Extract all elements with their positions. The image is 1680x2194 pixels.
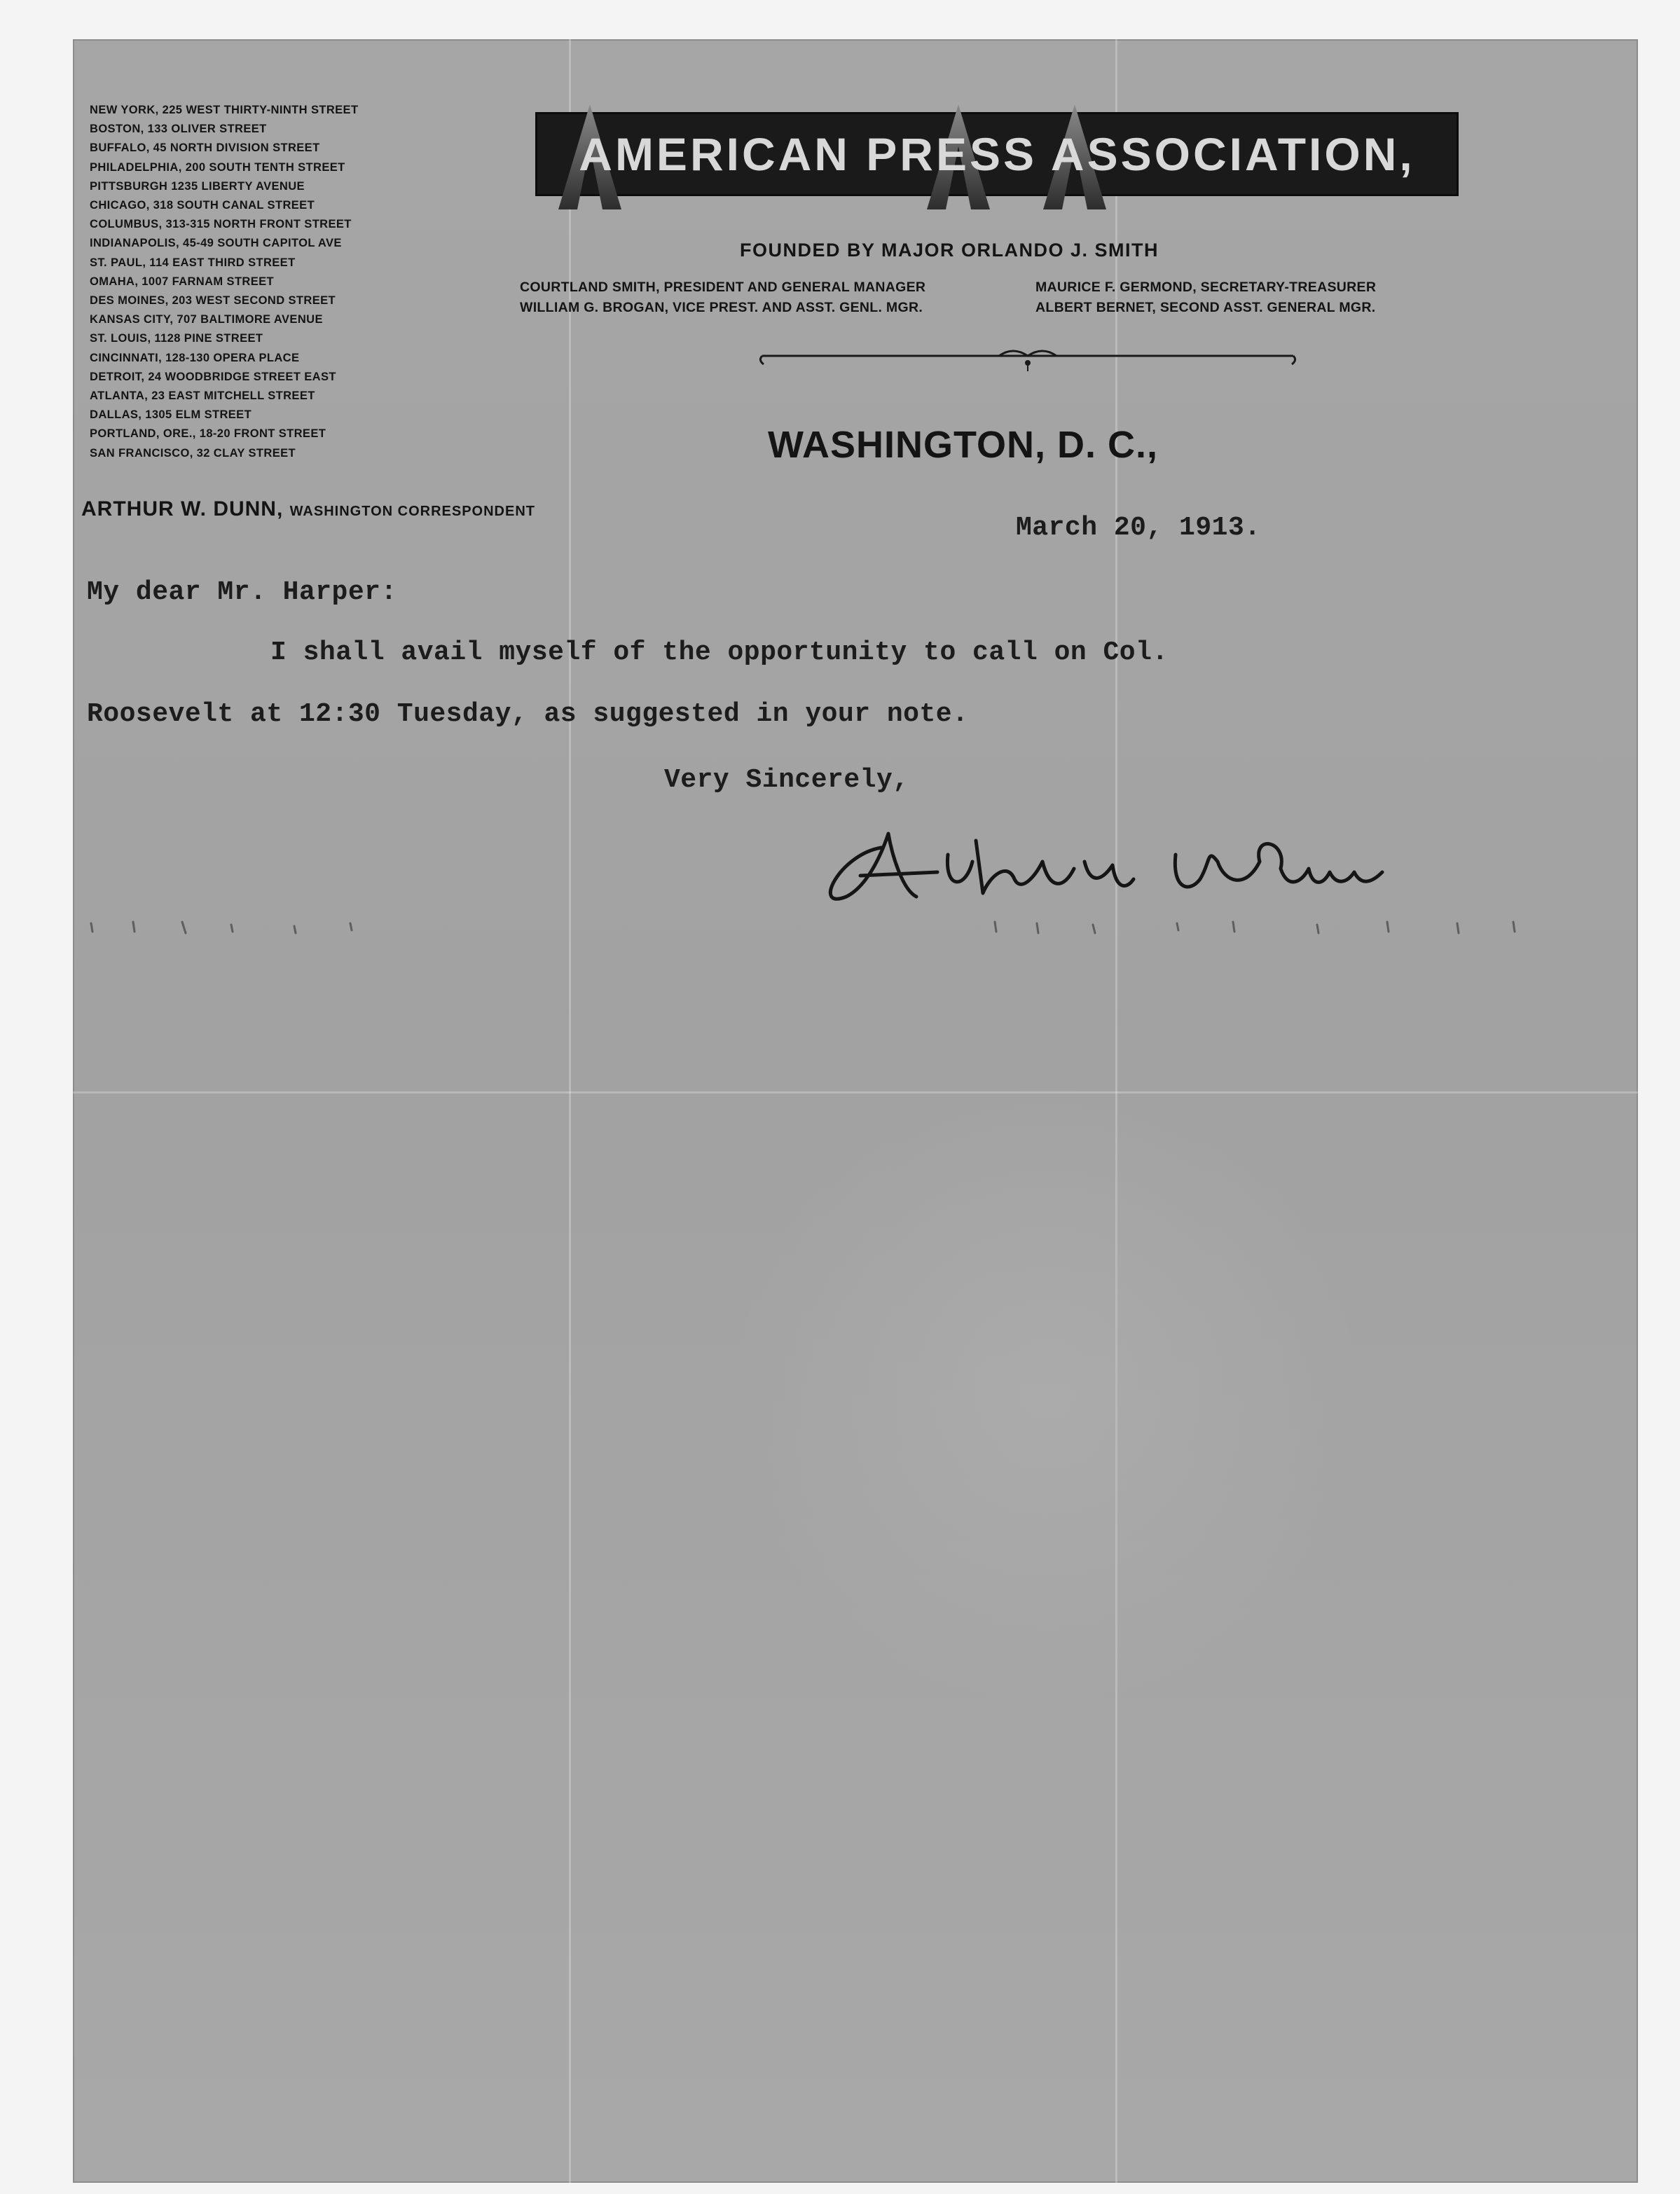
officers-left [520, 277, 1024, 318]
officer-line: ALBERT BERNET, SECOND ASST. GENERAL MGR. [1035, 300, 1376, 315]
office-address: INDIANAPOLIS, 45-49 SOUTH CAPITOL AVE [90, 237, 342, 250]
office-address: PHILADELPHIA, 200 SOUTH TENTH STREET [90, 160, 345, 174]
officer-line: MAURICE F. GERMOND, SECRETARY-TREASURER [1035, 280, 1377, 295]
handwritten-signature [797, 813, 1400, 918]
office-address: DES MOINES, 203 WEST SECOND STREET [90, 294, 336, 308]
office-address: ATLANTA, 23 EAST MITCHELL STREET [90, 389, 315, 403]
ornamental-rule-icon [754, 345, 1302, 373]
letter-body-line: I shall avail myself of the opportunity to call on Col. [270, 637, 1169, 668]
office-address: CINCINNATI, 128-130 OPERA PLACE [90, 351, 300, 364]
officer-line: COURTLAND SMITH, PRESIDENT AND GENERAL MANAGER [520, 280, 926, 295]
banner-title: AMERICAN PRESS ASSOCIATION, [579, 128, 1415, 180]
office-address: DETROIT, 24 WOODBRIDGE STREET EAST [90, 370, 336, 383]
letter-body-line: Roosevelt at 12:30 Tuesday, as suggested in your note. [87, 699, 969, 729]
office-address: PORTLAND, ORE., 18-20 FRONT STREET [90, 427, 326, 441]
office-address: COLUMBUS, 313-315 NORTH FRONT STREET [90, 218, 352, 231]
fold-crease-vertical-left [569, 39, 571, 2183]
officers-right [1035, 277, 1498, 318]
office-address: BOSTON, 133 OLIVER STREET [90, 123, 267, 136]
office-address: SAN FRANCISCO, 32 CLAY STREET [90, 446, 296, 460]
correspondent-name: ARTHUR W. DUNN, [81, 497, 284, 520]
office-address-list [90, 101, 482, 463]
office-address: DALLAS, 1305 ELM STREET [90, 408, 252, 422]
letter-date: March 20, 1913. [1016, 513, 1261, 543]
correspondent-line [81, 497, 535, 521]
paper-blemishes [84, 908, 1527, 943]
office-address: PITTSBURGH 1235 LIBERTY AVENUE [90, 179, 305, 193]
letterhead-city: WASHINGTON, D. C., [768, 424, 1159, 466]
letter-salutation: My dear Mr. Harper: [87, 577, 397, 607]
officer-line: WILLIAM G. BROGAN, VICE PREST. AND ASST. GENL. MGR. [520, 300, 923, 315]
founded-line: FOUNDED BY MAJOR ORLANDO J. SMITH [740, 240, 1159, 261]
office-address: BUFFALO, 45 NORTH DIVISION STREET [90, 142, 320, 155]
office-address: ST. PAUL, 114 EAST THIRD STREET [90, 256, 296, 269]
correspondent-role: WASHINGTON CORRESPONDENT [289, 504, 535, 519]
office-address: KANSAS CITY, 707 BALTIMORE AVENUE [90, 313, 323, 326]
office-address: OMAHA, 1007 FARNAM STREET [90, 275, 275, 288]
office-address: CHICAGO, 318 SOUTH CANAL STREET [90, 199, 315, 212]
letterhead-banner [535, 112, 1459, 196]
letter-closing: Very Sincerely, [664, 765, 909, 795]
office-address: ST. LOUIS, 1128 PINE STREET [90, 332, 263, 345]
show-through-shadow [731, 1076, 1362, 1706]
office-address: NEW YORK, 225 WEST THIRTY-NINTH STREET [90, 104, 359, 116]
